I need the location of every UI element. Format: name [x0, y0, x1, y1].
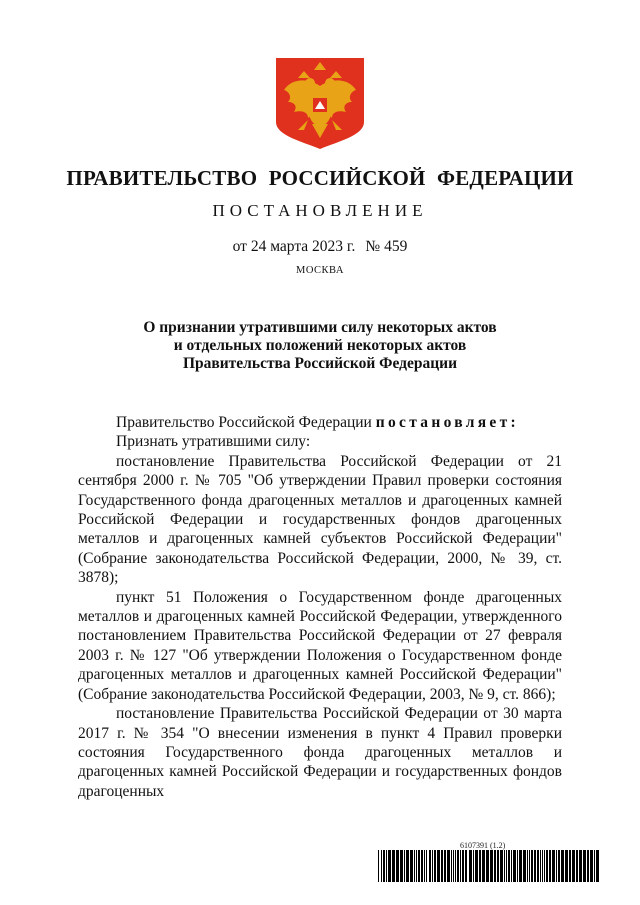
heading-line: и отдельных положений некоторых актов: [173, 337, 467, 354]
document-date-line: [0, 238, 640, 256]
heading-line: О признании утратившими силу некоторых актов: [143, 319, 497, 336]
document-number: № 459: [365, 238, 408, 255]
document-body: [78, 413, 562, 801]
city: МОСКВА: [296, 265, 344, 276]
intro-text: Правительство Российской Федерации: [116, 414, 372, 431]
document-type: ПОСТАНОВЛЕНИЕ: [212, 201, 428, 220]
resolves-word: постановляет:: [375, 414, 519, 431]
coat-of-arms-emblem: [274, 56, 366, 151]
document-date: от 24 марта 2023 г.: [232, 238, 356, 255]
barcode: [378, 850, 602, 882]
intro-paragraph: [78, 413, 562, 432]
government-title: ПРАВИТЕЛЬСТВО РОССИЙСКОЙ ФЕДЕРАЦИИ: [66, 166, 574, 190]
body-paragraph: Признать утратившими силу:: [116, 433, 311, 451]
body-paragraph: пункт 51 Положения о Государственном фонде драгоценных металлов и драгоценных камней Российской Федерации, утвержденного постановлением Правительства Российской Федерации от 27 февраля 2003 г. № 127 "Об утверждении Положения о Государственном фонде драгоценных металлов и драгоценных камней Российской Федерации" (Собрание законодательства Российской Федерации, 2003, № 9, ст. 866);: [78, 588, 562, 703]
heading-line: Правительства Российской Федерации: [182, 355, 458, 372]
barcode-label: 6107391 (1.2): [460, 841, 506, 850]
document-heading: [110, 319, 530, 373]
body-paragraph: постановление Правительства Российской Федерации от 30 марта 2017 г. № 354 "О внесении изменения в пункт 4 Правил проверки состояния Государственного фонда драгоценных металлов и драгоценных камней Российской Федерации и государственных фондов драгоценных: [78, 705, 562, 800]
body-paragraph: постановление Правительства Российской Федерации от 21 сентября 2000 г. № 705 "Об утверждении Правил проверки состояния Государственного фонда драгоценных металлов и драгоценных камней Российской Федерации и государственных фондов драгоценных металлов и драгоценных камней субъектов Российской Федерации" (Собрание законодательства Российской Федерации, 2000, № 39, ст. 3878);: [78, 452, 562, 587]
